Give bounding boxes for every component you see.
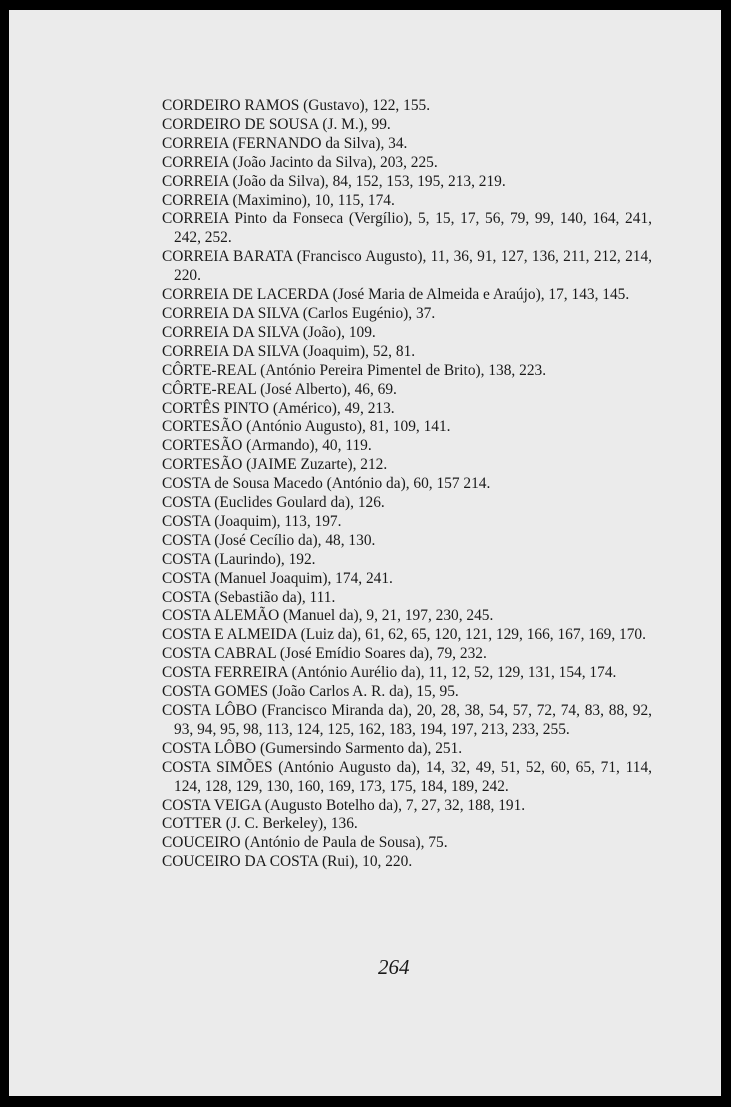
index-entry: COSTA E ALMEIDA (Luiz da), 61, 62, 65, 120, 121, 129, 166, 167, 169, 170. <box>162 626 646 644</box>
index-entry: COSTA SIMÕES (António Augusto da), 14, 32, 49, 51, 52, 60, 65, 71, 114, 124, 128, 129, 130, 160, 169, 173, 175, 184, 189, 242. <box>162 758 652 795</box>
index-entry: COSTA ALEMÃO (Manuel da), 9, 21, 197, 230, 245. <box>162 607 494 625</box>
index-entry: COSTA (Laurindo), 192. <box>162 550 316 568</box>
index-entry: COSTA (Sebastião da), 111. <box>162 588 336 606</box>
index-entry: CORREIA DA SILVA (Carlos Eugénio), 37. <box>162 304 436 322</box>
index-entry: CORREIA Pinto da Fonseca (Vergílio), 5, 15, 17, 56, 79, 99, 140, 164, 241, 242, 252. <box>162 210 652 247</box>
index-entry: COSTA GOMES (João Carlos A. R. da), 15, 95. <box>162 683 459 701</box>
index-entry: COSTA VEIGA (Augusto Botelho da), 7, 27, 32, 188, 191. <box>162 796 526 814</box>
index-entry: CORTESÃO (António Augusto), 81, 109, 141. <box>162 418 451 436</box>
index-entry: COUCEIRO (António de Paula de Sousa), 75. <box>162 834 448 852</box>
index-entry: CORREIA BARATA (Francisco Augusto), 11, 36, 91, 127, 136, 211, 212, 214, 220. <box>162 248 652 285</box>
index-entry: CORREIA DE LACERDA (José Maria de Almeida e Araújo), 17, 143, 145. <box>162 286 630 304</box>
index-entry: COSTA (Joaquim), 113, 197. <box>162 512 342 530</box>
book-page <box>9 10 721 1096</box>
index-entry: CORREIA (Maximino), 10, 115, 174. <box>162 191 395 209</box>
index-entry: COSTA (Euclides Goulard da), 126. <box>162 494 385 512</box>
page-number: 264 <box>378 955 410 979</box>
index-entry: COSTA LÔBO (Gumersindo Sarmento da), 251. <box>162 739 463 757</box>
name-index <box>162 97 652 872</box>
index-entry: CORREIA DA SILVA (João), 109. <box>162 323 376 341</box>
index-entry: CÔRTE-REAL (António Pereira Pimentel de Brito), 138, 223. <box>162 361 547 379</box>
index-entry: CORDEIRO RAMOS (Gustavo), 122, 155. <box>162 97 431 114</box>
index-entry: CORTÊS PINTO (Américo), 49, 213. <box>162 399 395 417</box>
index-entry: CORREIA DA SILVA (Joaquim), 52, 81. <box>162 342 416 360</box>
index-entry: COSTA FERREIRA (António Aurélio da), 11, 12, 52, 129, 131, 154, 174. <box>162 664 617 682</box>
index-entry: CORTESÃO (JAIME Zuzarte), 212. <box>162 456 388 474</box>
index-entry: COUCEIRO DA COSTA (Rui), 10, 220. <box>162 853 413 871</box>
index-entry: COSTA de Sousa Macedo (António da), 60, 157 214. <box>162 475 491 493</box>
index-entry: CÔRTE-REAL (José Alberto), 46, 69. <box>162 380 397 398</box>
index-entry: COSTA (Manuel Joaquim), 174, 241. <box>162 569 393 587</box>
index-entry: COSTA LÔBO (Francisco Miranda da), 20, 28, 38, 54, 57, 72, 74, 83, 88, 92, 93, 94, 95, 98, 113, 124, 125, 162, 183, 194, 197, 213, 233, 255. <box>162 702 652 738</box>
index-entry: COSTA CABRAL (José Emídio Soares da), 79, 232. <box>162 645 487 663</box>
index-entry: CORREIA (FERNANDO da Silva), 34. <box>162 134 408 152</box>
index-entry: CORREIA (João Jacinto da Silva), 203, 225. <box>162 153 438 171</box>
index-entry: CORREIA (João da Silva), 84, 152, 153, 195, 213, 219. <box>162 172 506 190</box>
index-entry: CORDEIRO DE SOUSA (J. M.), 99. <box>162 115 391 133</box>
index-entry: COTTER (J. C. Berkeley), 136. <box>162 815 358 833</box>
index-entry: CORTESÃO (Armando), 40, 119. <box>162 437 372 455</box>
index-entry: COSTA (José Cecílio da), 48, 130. <box>162 531 376 549</box>
